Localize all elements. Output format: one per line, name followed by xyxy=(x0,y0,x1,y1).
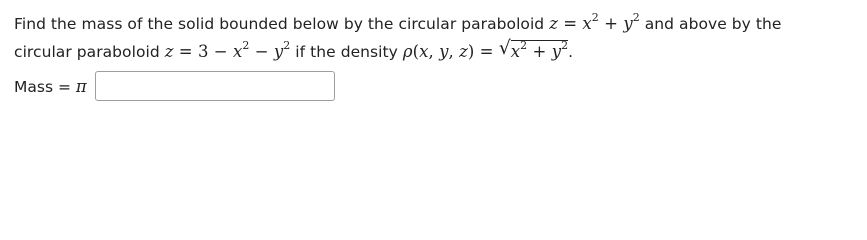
problem-text: . xyxy=(568,43,574,61)
mass-answer-input[interactable] xyxy=(95,71,335,101)
problem-line-2 xyxy=(14,38,854,66)
problem-text: circular paraboloid xyxy=(14,43,165,61)
mass-label: Mass = π xyxy=(14,76,87,96)
lower-surface-equation: $z = x^2 + y^2$ xyxy=(549,10,640,33)
problem-line-1 xyxy=(14,10,854,38)
pi-symbol: π xyxy=(75,76,87,96)
upper-surface-equation: $z = 3 - x^2 - y^2$ xyxy=(164,38,291,61)
answer-row xyxy=(14,73,335,105)
problem-text: if the density xyxy=(290,43,403,61)
problem-text: and above by the xyxy=(639,15,782,33)
density-function: ρ(x, y, z) = √ $x^2 + y^2$ xyxy=(403,42,568,61)
problem-text: Find the mass of the solid bounded below by the circular paraboloid xyxy=(14,15,550,33)
square-root: √ $x^2 + y^2$ xyxy=(498,37,569,61)
problem-statement xyxy=(14,10,854,66)
